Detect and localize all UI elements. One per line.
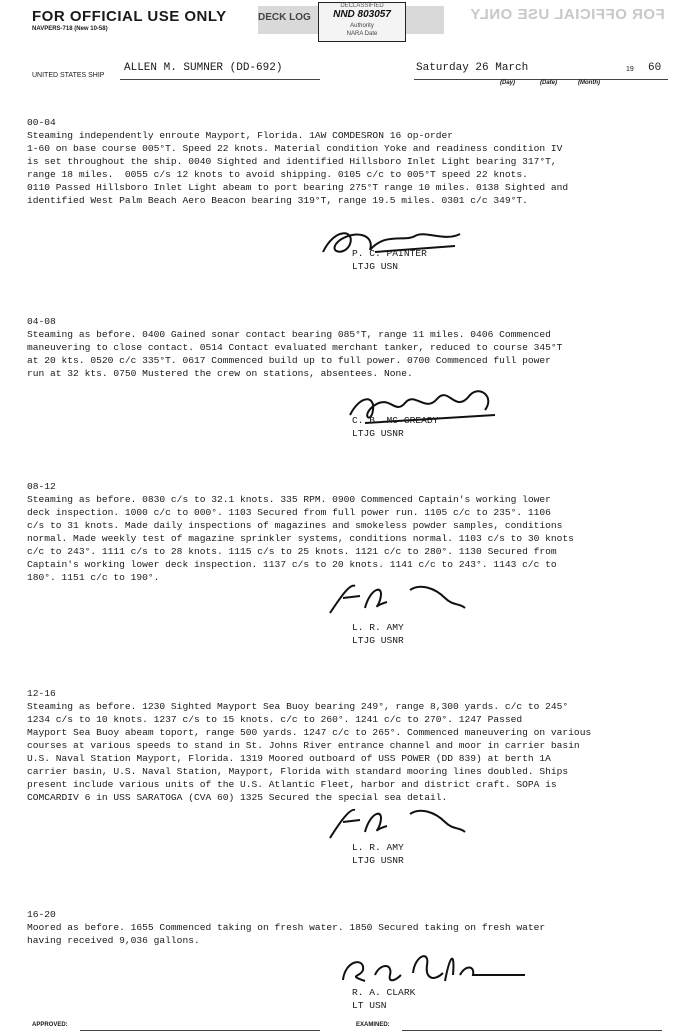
ship-name: ALLEN M. SUMNER (DD-692) xyxy=(124,62,283,74)
signer-name-16-20: R. A. CLARK xyxy=(352,987,416,998)
watch-12-16-line: courses at various speeds to stand in St. Johns River entrance channel and moor in carrier basin xyxy=(27,740,580,751)
signer-name-08-12: L. R. AMY xyxy=(352,622,404,633)
watch-12-16-line: carrier basin, U.S. Naval Station, Mayport, Florida with standard mooring lines doubled. Ships xyxy=(27,766,569,777)
ship-name-underline xyxy=(120,79,320,80)
watch-12-16-line: 1234 c/s to 10 knots. 1237 c/s to 15 knots. c/c to 260°. 1241 c/c to 270°. 1247 Passed xyxy=(27,714,523,725)
watch-08-12-line: normal. Made weekly test of magazine sprinkler systems, conditions normal. 1103 c/s to 30 knots xyxy=(27,533,574,544)
watch-16-20-line: having received 9,036 gallons. xyxy=(27,935,200,946)
signer-rank-04-08: LTJG USNR xyxy=(352,428,404,439)
approved-line xyxy=(80,1030,320,1031)
watch-00-04-line: identified West Palm Beach Aero Beacon bearing 319°T, range 19.5 miles. 0301 c/c 349°T. xyxy=(27,195,528,206)
watch-00-04-line: range 18 miles. 0055 c/s 12 knots to avoid shipping. 0105 c/c to 005°T speed 22 knots. xyxy=(27,169,528,180)
classification-header: FOR OFFICIAL USE ONLY xyxy=(32,8,227,25)
watch-12-16-line: Steaming as before. 1230 Sighted Mayport Sea Buoy bearing 249°, range 8,300 yards. c/c to 245° xyxy=(27,701,569,712)
day-sublabel: (Day) xyxy=(500,80,516,86)
signature-12-16 xyxy=(325,800,465,845)
watch-00-04-line: 0110 Passed Hillsboro Inlet Light abeam to port bearing 275°T range 10 miles. 0138 Sighted and xyxy=(27,182,569,193)
watch-16-20-period: 16-20 xyxy=(27,909,56,920)
watch-04-08-period: 04-08 xyxy=(27,316,56,327)
header-shading-right xyxy=(404,6,444,34)
watch-08-12-period: 08-12 xyxy=(27,481,56,492)
watch-00-04-period: 00-04 xyxy=(27,117,56,128)
signer-rank-08-12: LTJG USNR xyxy=(352,635,404,646)
approved-label: APPROVED: xyxy=(32,1022,68,1028)
watch-00-04-line: is set throughout the ship. 0040 Sighted and identified Hillsboro Inlet Light bearing 317°T, xyxy=(27,156,557,167)
declassification-stamp xyxy=(318,2,406,42)
watch-08-12-line: Steaming as before. 0830 c/s to 32.1 knots. 335 RPM. 0900 Commenced Captain's working lower xyxy=(27,494,551,505)
deck-log-label: DECK LOG xyxy=(258,12,311,23)
watch-12-16-line: Mayport Sea Buoy abeam toport, range 500 yards. 1247 c/c to 265°. Commenced maneuvering on various xyxy=(27,727,592,738)
signer-name-04-08: C. B. MC GREADY xyxy=(352,415,439,426)
signer-name-00-04: P. C. PAINTER xyxy=(352,248,427,259)
examined-label: EXAMINED: xyxy=(356,1022,390,1028)
examined-line xyxy=(402,1030,662,1031)
watch-04-08-line: run at 32 kts. 0750 Mustered the crew on stations, absentees. None. xyxy=(27,368,413,379)
watch-12-16-line: U.S. Naval Station Mayport, Florida. 1319 Moored outboard of USS POWER (DD 839) at berth 1A xyxy=(27,753,551,764)
stamp-line-4: NARA Date xyxy=(346,31,378,37)
watch-12-16-line: present include various units of the U.S. Atlantic Fleet, harbor and district craft. SOPA is xyxy=(27,779,557,790)
stamp-line-2: NND 803057 xyxy=(333,9,391,20)
watch-08-12-line: Captain's working lower deck inspection. 1137 c/s to 20 knots. 1141 c/c to 243°. 1143 c/c to xyxy=(27,559,557,570)
ship-label: UNITED STATES SHIP xyxy=(32,72,105,79)
signer-rank-00-04: LTJG USN xyxy=(352,261,399,272)
stamp-line-3: Authority xyxy=(350,23,374,29)
signature-08-12 xyxy=(325,578,465,623)
watch-08-12-line: deck inspection. 1000 c/c to 000°. 1103 Secured from full power run. 1105 c/c to 235°. 1106 xyxy=(27,507,551,518)
watch-08-12-line: 180°. 1151 c/c to 190°. xyxy=(27,572,160,583)
stamp-line-1: DECLASSIFIED xyxy=(340,3,384,9)
watch-08-12-line: c/c to 243°. 1111 c/s to 28 knots. 1115 c/s to 25 knots. 1121 c/c to 280°. 1130 Secured from xyxy=(27,546,557,557)
watch-04-08-line: at 20 kts. 0520 c/c 335°T. 0617 Commenced build up to full power. 0700 Commenced full power xyxy=(27,355,551,366)
date-sublabel: (Date) xyxy=(540,80,558,86)
watch-04-08-line: maneuvering to close contact. 0514 Contact evaluated merchant tanker, reduced to course 345°T xyxy=(27,342,563,353)
watch-08-12-line: c/s to 31 knots. Made daily inspections of magazines and smokeless powder samples, conditions xyxy=(27,520,563,531)
month-sublabel: (Month) xyxy=(578,80,600,86)
log-year: 60 xyxy=(648,62,662,74)
bleed-through-classification: FOR OFFICIAL USE ONLY xyxy=(470,6,665,23)
signer-rank-16-20: LT USN xyxy=(352,1000,387,1011)
watch-16-20-line: Moored as before. 1655 Commenced taking on fresh water. 1850 Secured taking on fresh water xyxy=(27,922,546,933)
form-number: NAVPERS-718 (New 10-58) xyxy=(32,26,108,32)
watch-00-04-line: Steaming independently enroute Mayport, Florida. 1AW COMDESRON 16 op-order xyxy=(27,130,454,141)
watch-04-08-line: Steaming as before. 0400 Gained sonar contact bearing 085°T, range 11 miles. 0406 Commenced xyxy=(27,329,551,340)
watch-12-16-period: 12-16 xyxy=(27,688,56,699)
watch-00-04-line: 1-60 on base course 005°T. Speed 22 knots. Material condition Yoke and readiness condition IV xyxy=(27,143,563,154)
year-prefix: 19 xyxy=(626,66,634,73)
log-date: Saturday 26 March xyxy=(416,62,529,74)
signer-name-12-16: L. R. AMY xyxy=(352,842,404,853)
watch-12-16-line: COMCARDIV 6 in USS SARATOGA (CVA 60) 1325 Secured the special sea detail. xyxy=(27,792,448,803)
signer-rank-12-16: LTJG USNR xyxy=(352,855,404,866)
